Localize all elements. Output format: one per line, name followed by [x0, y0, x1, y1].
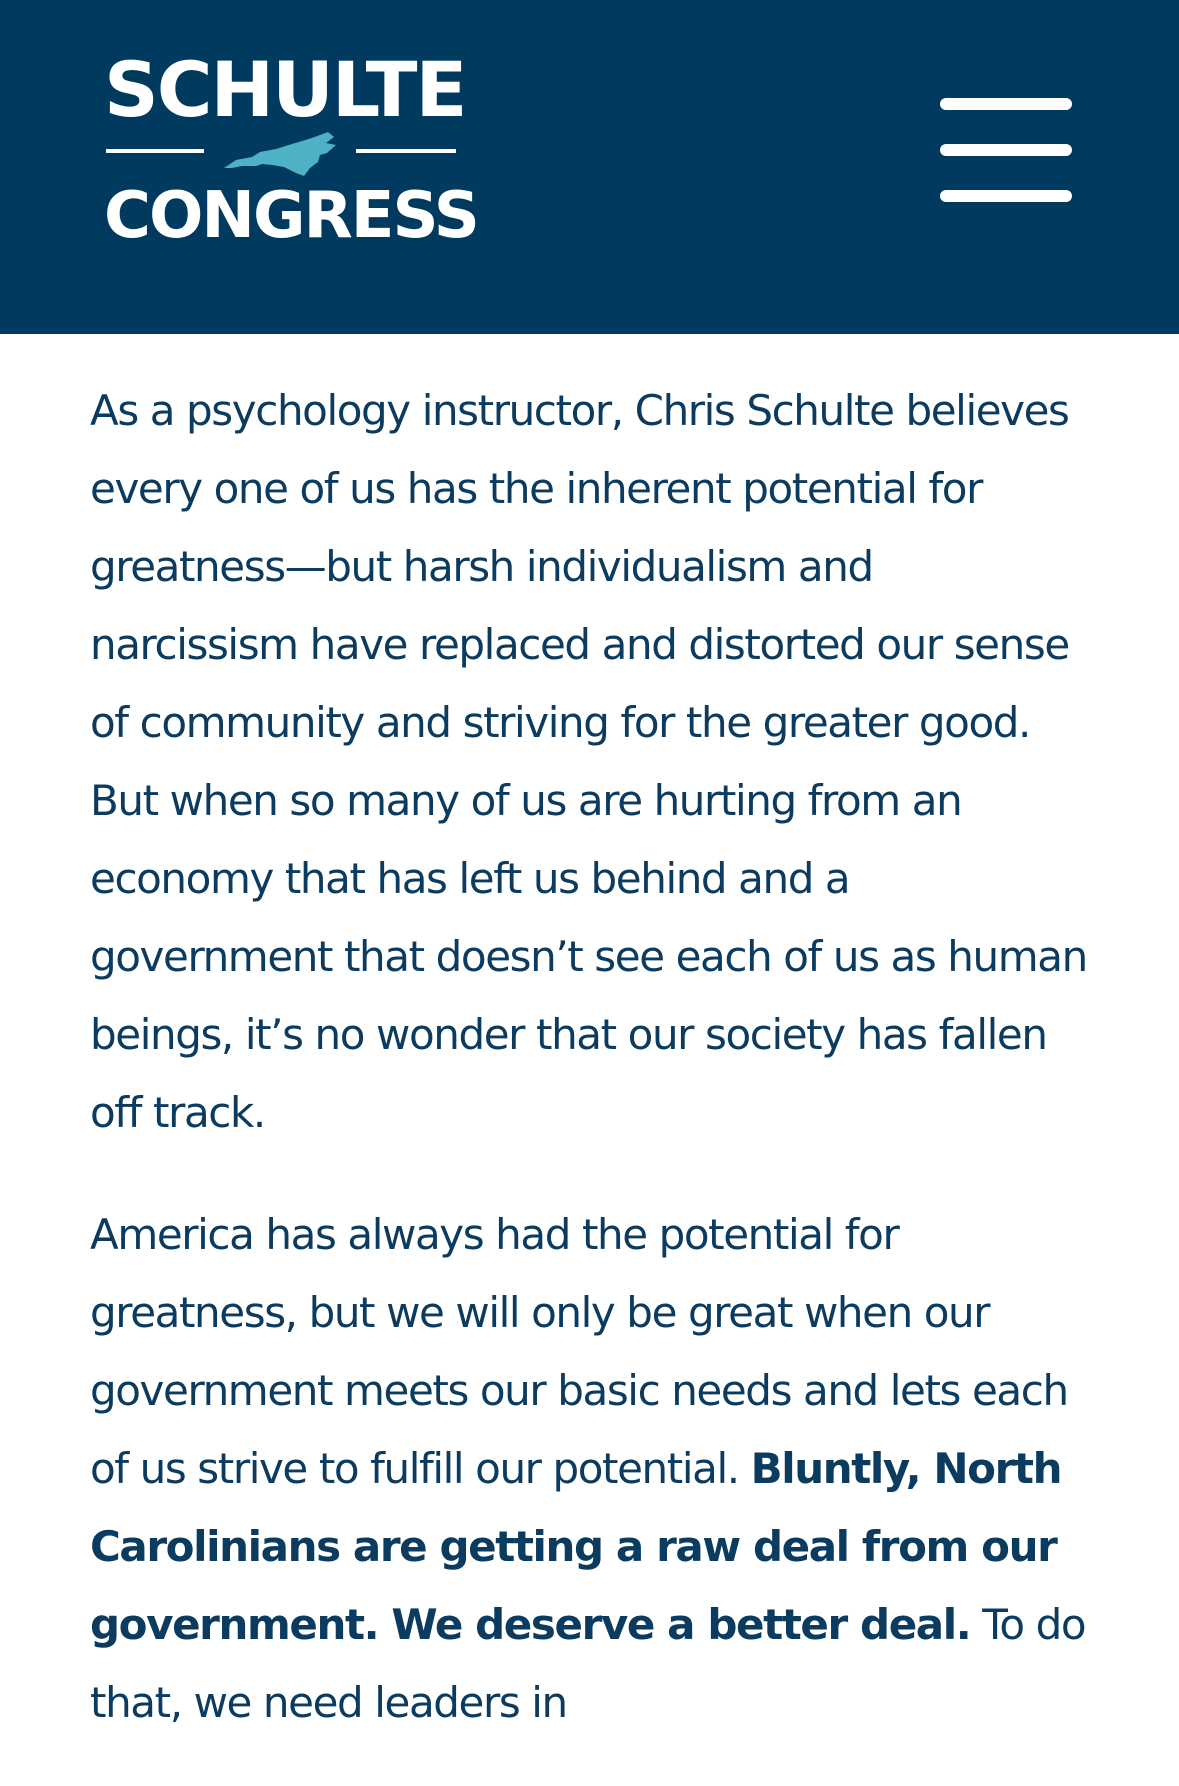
hamburger-menu-icon[interactable] [936, 94, 1076, 206]
main-content [90, 372, 1090, 1786]
menu-bar-middle [940, 144, 1072, 156]
paragraph-america [90, 1196, 1090, 1742]
paragraph-america-emphasis: Bluntly, North Carolinians are getting a raw deal from our government. We deserve a better deal. [90, 1444, 1062, 1649]
site-logo[interactable] [104, 45, 478, 258]
paragraph-intro: As a psychology instructor, Chris Schulte believes every one of us has the inherent potential for greatness—but harsh individualism and narcissism have replaced and distorted our sense of community and striving for the greater good. But when so many of us are hurting from an economy that has left us behind and a government that doesn’t see each of us as human beings, it’s no wonder that our society has fallen off track. [90, 386, 1087, 1137]
menu-bar-top [940, 98, 1072, 110]
menu-bar-bottom [940, 190, 1072, 202]
paragraph-america-text: America has always had the potential for greatness, but we will only be great when our government meets our basic needs and lets each of us strive to fulfill our potential. [90, 1210, 1068, 1493]
logo-rule-left [106, 149, 204, 153]
site-header [0, 0, 1179, 334]
paragraph-america-continuation: To do that, we need leaders in [90, 1600, 1086, 1727]
logo-line-schulte: SCHULTE [104, 45, 466, 134]
logo-line-congress: CONGRESS [104, 179, 478, 253]
logo-rule-right [356, 149, 456, 153]
north-carolina-icon [222, 130, 338, 176]
